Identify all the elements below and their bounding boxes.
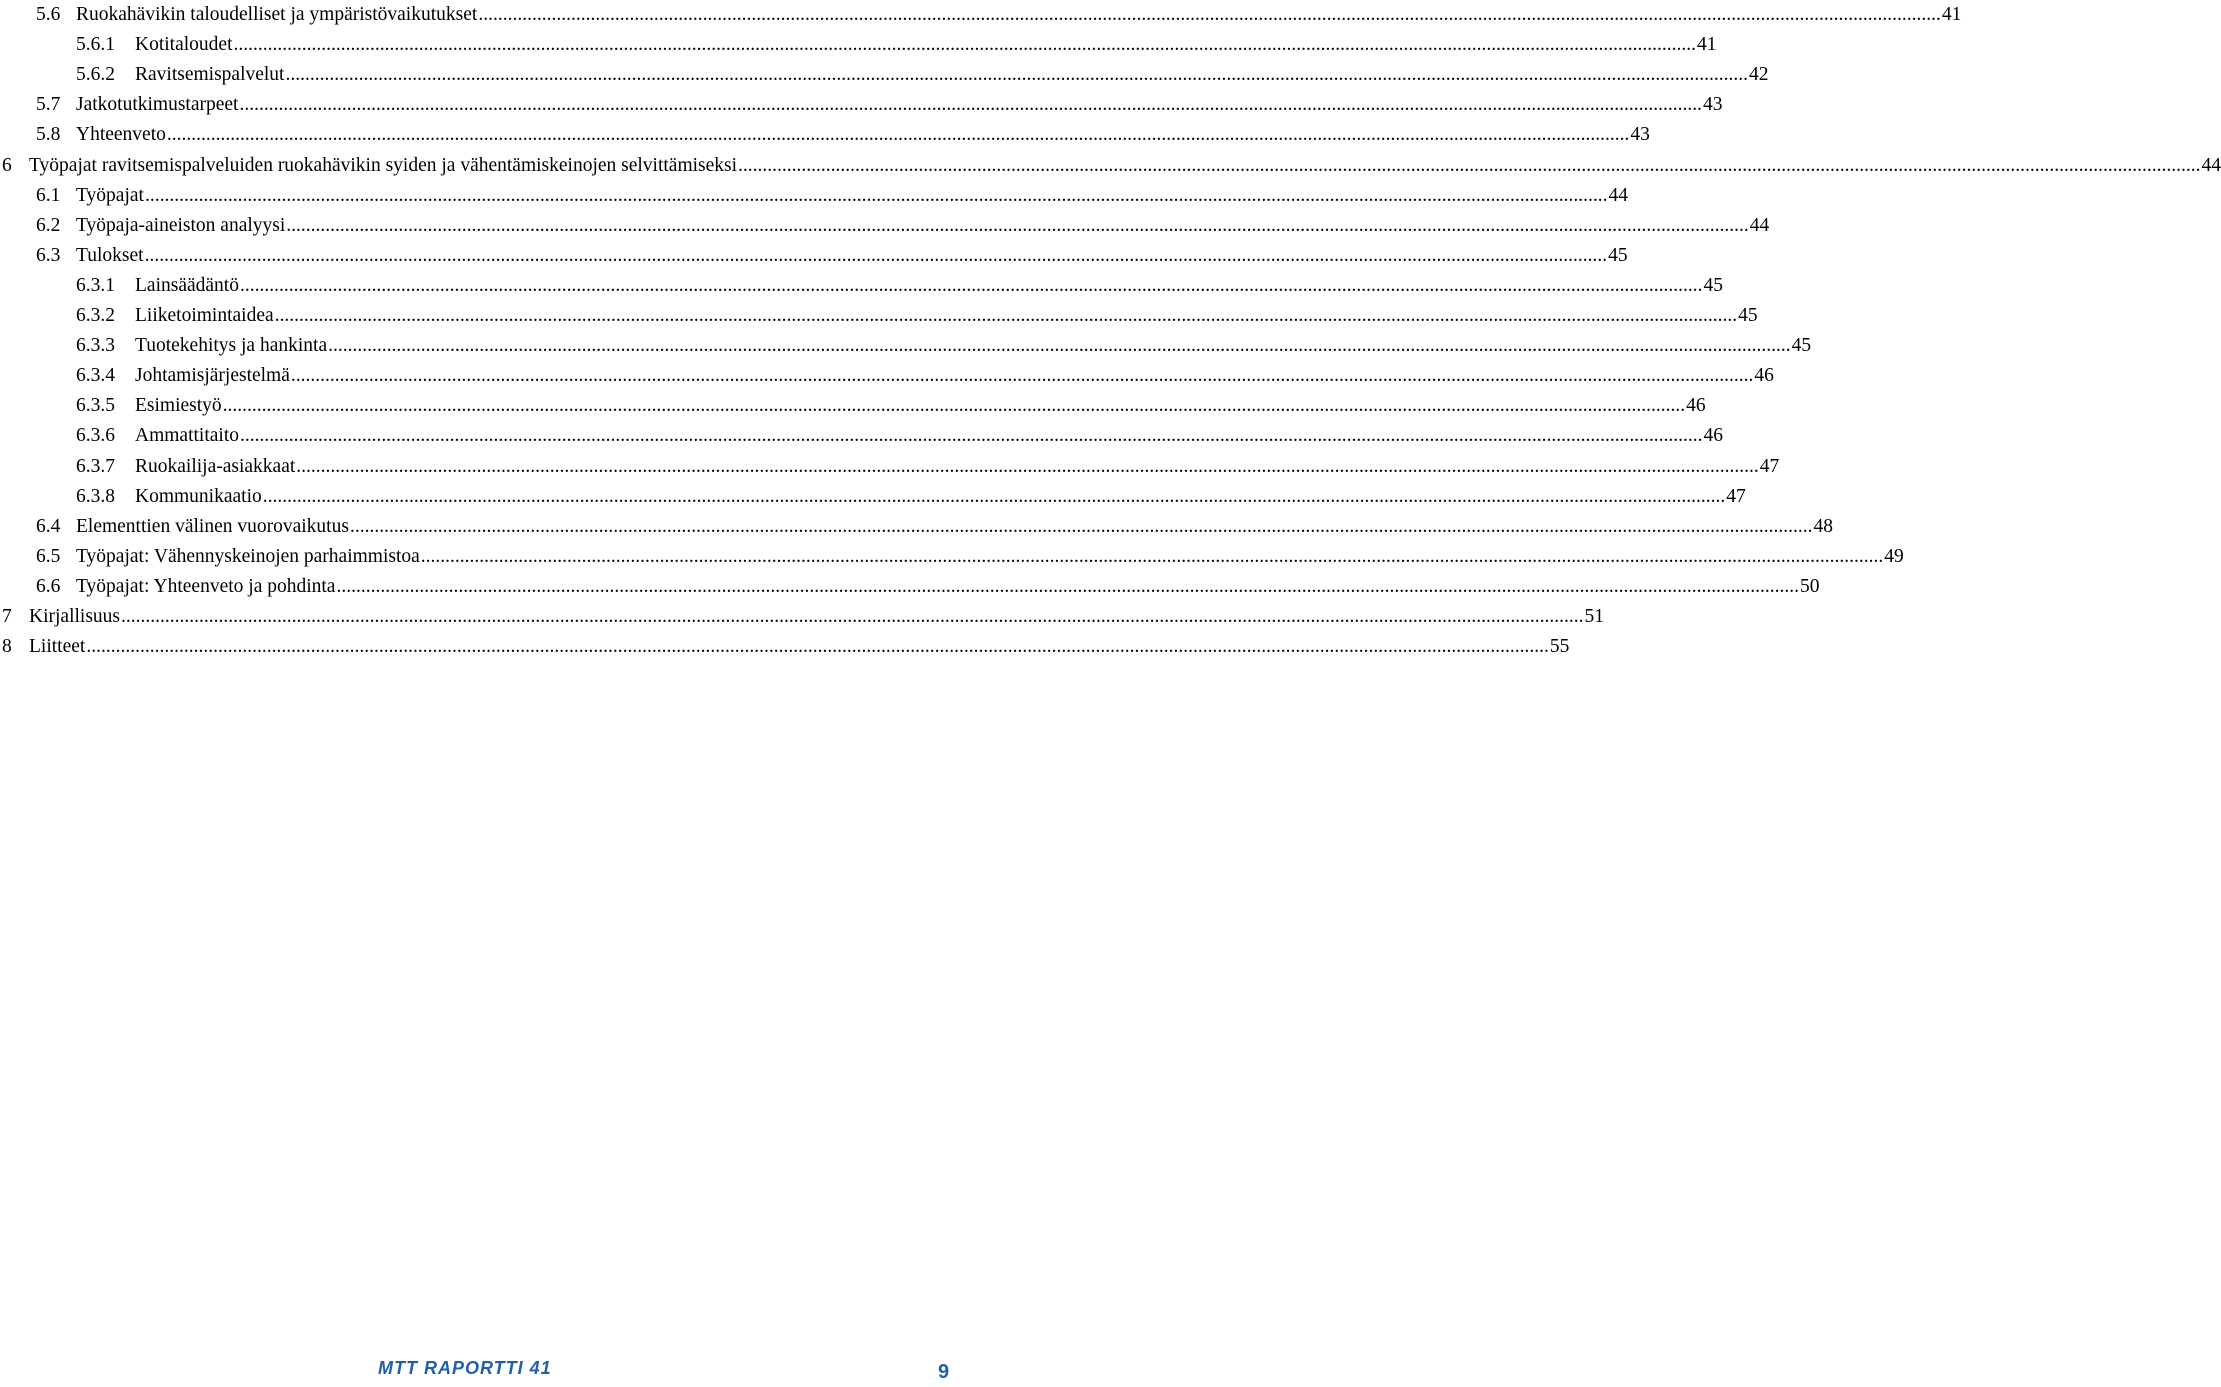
toc-entry-number: 6.3.2 [76, 305, 115, 326]
toc-dot-leader: ............................................................................................................................................................................................................................................................................................................ [328, 335, 1791, 357]
toc-dot-leader: ............................................................................................................................................................................................................................................................................................................ [239, 94, 1702, 116]
toc-entry-title: Liitteet [29, 636, 86, 658]
toc-entry-number: 6.3.7 [76, 455, 115, 477]
toc-entry[interactable] [76, 452, 1780, 482]
toc-entry[interactable] [76, 331, 1812, 361]
toc-entry-title: Jatkotutkimustarpeet [76, 94, 239, 116]
toc-entry-page: 45 [1791, 335, 1812, 357]
toc-entry-number: 6 [2, 154, 12, 176]
toc-entry[interactable] [36, 120, 1650, 150]
toc-entry-page: 47 [1759, 455, 1780, 477]
toc-entry[interactable] [76, 271, 1723, 301]
toc-entry-number: 6.2 [36, 214, 61, 236]
toc-entry-page: 51 [1584, 606, 1604, 627]
toc-entry-number: 5.6.2 [76, 64, 115, 86]
toc-dot-leader: ............................................................................................................................................................................................................................................................................................................ [86, 636, 1549, 658]
toc-dot-leader: ............................................................................................................................................................................................................................................................................................................ [274, 305, 1738, 326]
toc-entry-title: Työpajat [76, 184, 144, 206]
toc-entry-page: 44 [1749, 214, 1770, 236]
toc-entry-page: 46 [1703, 425, 1723, 447]
toc-entry-page: 43 [1702, 94, 1723, 116]
toc-entry[interactable] [76, 482, 1746, 512]
toc-entry-page: 45 [1608, 244, 1628, 266]
toc-dot-leader: ............................................................................................................................................................................................................................................................................................................ [290, 365, 1754, 387]
toc-dot-leader: ............................................................................................................................................................................................................................................................................................................ [296, 455, 1759, 477]
toc-dot-leader: ............................................................................................................................................................................................................................................................................................................ [222, 395, 1686, 417]
toc-dot-leader: ............................................................................................................................................................................................................................................................................................................ [121, 606, 1584, 627]
toc-entry-title: Johtamisjärjestelmä [135, 365, 290, 387]
toc-entry[interactable] [76, 301, 1758, 331]
toc-entry-page: 47 [1726, 485, 1746, 507]
toc-entry-title: Työpaja-aineiston analyysi [76, 214, 286, 236]
toc-entry-title: Kirjallisuus [29, 606, 120, 627]
toc-entry-title: Työpajat ravitsemispalveluiden ruokahävikin syiden ja vähentämiskeinojen selvittämiseksi [29, 154, 738, 176]
toc-entry-number: 8 [2, 636, 12, 658]
toc-entry-page: 43 [1630, 124, 1650, 146]
toc-entry[interactable] [76, 30, 1717, 60]
toc-entry-page: 48 [1813, 515, 1833, 537]
toc-entry-title: Ruokailija-asiakkaat [135, 455, 296, 477]
toc-entry-title: Liiketoimintaidea [135, 305, 274, 326]
toc-dot-leader: ............................................................................................................................................................................................................................................................................................................ [738, 154, 2201, 176]
toc-entry[interactable] [36, 211, 1770, 241]
toc-entry[interactable] [2, 632, 1570, 662]
toc-dot-leader: ............................................................................................................................................................................................................................................................................................................ [233, 34, 1696, 56]
toc-entry-number: 6.4 [36, 515, 61, 537]
toc-entry-number: 6.6 [36, 575, 61, 597]
toc-entry-page: 55 [1549, 636, 1570, 658]
toc-entry-title: Ammattitaito [135, 425, 239, 447]
toc-entry-number: 5.6.1 [76, 34, 115, 56]
toc-entry-title: Tulokset [76, 244, 144, 266]
toc-dot-leader: ............................................................................................................................................................................................................................................................................................................ [285, 64, 1748, 86]
toc-entry[interactable] [36, 241, 1628, 271]
toc-entry-title: Työpajat: Vähennyskeinojen parhaimmistoa [76, 545, 420, 567]
toc-entry-number: 6.3.1 [76, 274, 115, 296]
toc-entry-number: 5.8 [36, 124, 61, 146]
toc-entry[interactable] [36, 90, 1723, 120]
toc-entry[interactable] [2, 151, 2221, 181]
toc-dot-leader: ............................................................................................................................................................................................................................................................................................................ [286, 214, 1749, 236]
toc-entry[interactable] [76, 361, 1774, 391]
toc-dot-leader: ............................................................................................................................................................................................................................................................................................................ [144, 244, 1608, 266]
toc-dot-leader: ............................................................................................................................................................................................................................................................................................................ [478, 4, 1941, 25]
toc-entry-page: 45 [1703, 274, 1723, 296]
toc-dot-leader: ............................................................................................................................................................................................................................................................................................................ [144, 184, 1608, 206]
toc-entry-page: 41 [1696, 34, 1717, 56]
toc-dot-leader: ............................................................................................................................................................................................................................................................................................................ [262, 485, 1726, 507]
toc-dot-leader: ............................................................................................................................................................................................................................................................................................................ [239, 425, 1703, 447]
toc-entry-number: 6.3.5 [76, 395, 115, 417]
toc-entry-title: Lainsäädäntö [135, 274, 239, 296]
toc-dot-leader: ............................................................................................................................................................................................................................................................................................................ [336, 575, 1799, 597]
toc-dot-leader: ............................................................................................................................................................................................................................................................................................................ [166, 124, 1630, 146]
toc-entry-page: 44 [1608, 184, 1628, 206]
toc-entry-number: 5.7 [36, 94, 61, 116]
toc-dot-leader: ............................................................................................................................................................................................................................................................................................................ [420, 545, 1884, 567]
toc-entry[interactable] [2, 602, 1604, 632]
toc-entry-page: 46 [1754, 365, 1774, 387]
toc-entry-page: 45 [1738, 305, 1758, 326]
toc-entry-number: 6.1 [36, 184, 61, 206]
toc-entry-number: 6.3.3 [76, 335, 115, 357]
toc-entry[interactable] [76, 391, 1706, 421]
toc-entry[interactable] [76, 421, 1723, 451]
toc-dot-leader: ............................................................................................................................................................................................................................................................................................................ [239, 274, 1703, 296]
toc-entry-title: Yhteenveto [76, 124, 166, 146]
page-number: 9 [938, 1361, 950, 1383]
toc-entry[interactable] [36, 542, 1904, 572]
toc-entry-title: Tuotekehitys ja hankinta [135, 335, 328, 357]
toc-entry[interactable] [36, 572, 1820, 602]
toc-entry-title: Kommunikaatio [135, 485, 262, 507]
toc-entry-number: 6.3 [36, 244, 61, 266]
toc-entry[interactable] [36, 512, 1833, 542]
toc-entry-page: 49 [1884, 545, 1904, 567]
toc-entry-page: 50 [1799, 575, 1820, 597]
toc-entry-title: Ruokahävikin taloudelliset ja ympäristövaikutukset [76, 4, 478, 25]
toc-entry-number: 6.3.6 [76, 425, 115, 447]
toc-entry-title: Kotitaloudet [135, 34, 233, 56]
toc-entry-title: Ravitsemispalvelut [135, 64, 285, 86]
toc-entry-title: Työpajat: Yhteenveto ja pohdinta [76, 575, 336, 597]
toc-entry-number: 6.3.4 [76, 365, 115, 387]
toc-entry[interactable] [36, 181, 1628, 211]
toc-dot-leader: ............................................................................................................................................................................................................................................................................................................ [349, 515, 1813, 537]
toc-entry-number: 6.3.8 [76, 485, 115, 507]
toc-entry-page: 42 [1748, 64, 1769, 86]
toc-entry-number: 6.5 [36, 545, 61, 567]
toc-entry-page: 41 [1941, 4, 1962, 25]
toc-entry[interactable] [36, 0, 1962, 30]
toc-entry[interactable] [76, 60, 1769, 90]
report-series-name: MTT RAPORTTI 41 [378, 1358, 552, 1378]
toc-entry-page: 44 [2201, 154, 2221, 176]
toc-entry-page: 46 [1686, 395, 1706, 417]
toc-entry-title: Elementtien välinen vuorovaikutus [76, 515, 349, 537]
page-footer [0, 1355, 960, 1385]
toc-entry-title: Esimiestyö [135, 395, 222, 417]
toc-entry-number: 5.6 [36, 4, 61, 25]
toc-entry-number: 7 [2, 606, 12, 627]
